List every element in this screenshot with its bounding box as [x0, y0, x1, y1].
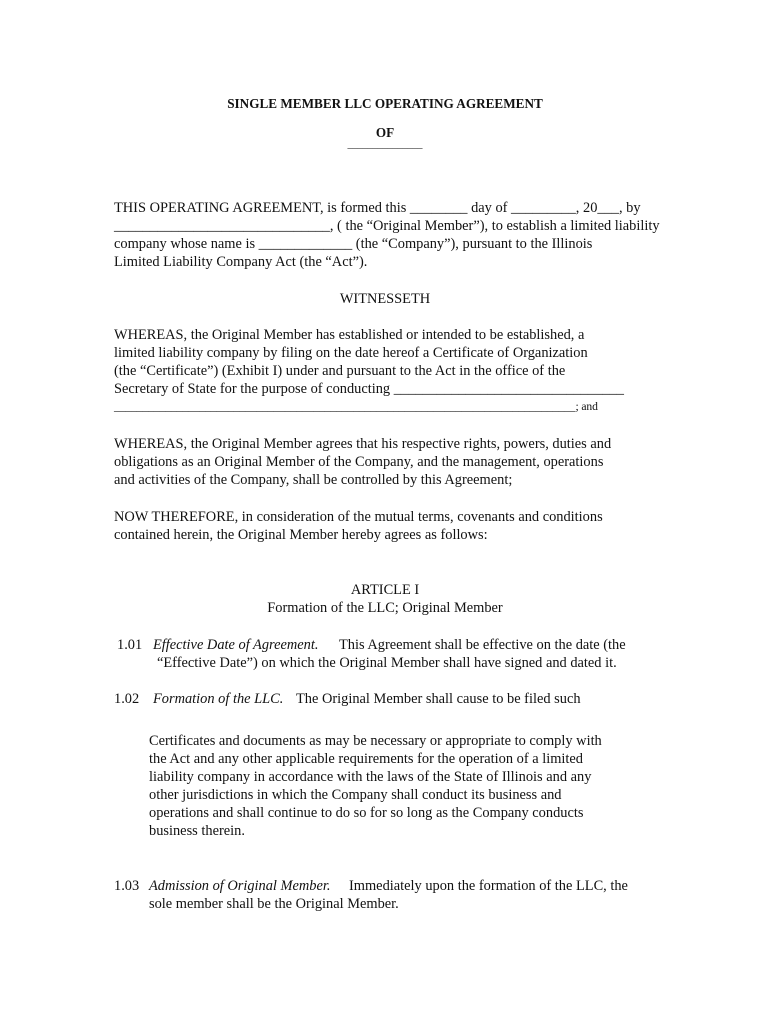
article-heading: ARTICLE I — [350, 582, 420, 598]
whereas-line: and activities of the Company, shall be controlled by this Agreement; — [114, 472, 513, 488]
whereas-line: obligations as an Original Member of the Company, and the management, operations — [114, 454, 604, 470]
intro-line: Limited Liability Company Act (the “Act”). — [114, 254, 368, 270]
whereas-line: Secretary of State for the purpose of conducting ________________________________ — [114, 381, 624, 397]
whereas-line: limited liability company by filing on the date hereof a Certificate of Organization — [114, 345, 588, 361]
section-number: 1.01 — [117, 637, 143, 653]
section-text: This Agreement shall be effective on the date (the — [339, 637, 626, 653]
document-title: SINGLE MEMBER LLC OPERATING AGREEMENT — [227, 96, 543, 111]
section-number: 1.03 — [114, 878, 140, 894]
intro-line: THIS OPERATING AGREEMENT, is formed this ________ day of _________, 20___, by — [114, 200, 641, 216]
section-text: “Effective Date”) on which the Original Member shall have signed and dated it. — [157, 655, 617, 671]
witnesseth-heading: WITNESSETH — [339, 291, 431, 307]
section-text: business therein. — [149, 823, 245, 839]
whereas-line: WHEREAS, the Original Member has established or intended to be established, a — [114, 327, 585, 343]
section-text: The Original Member shall cause to be filed such — [296, 691, 581, 707]
intro-line: ______________________________, ( the “Original Member”), to establish a limited liability — [114, 218, 660, 234]
purpose-blank-line: _________________________________________________________________________________; and — [114, 400, 598, 413]
section-text: other jurisdictions in which the Company shall conduct its business and — [149, 787, 562, 803]
section-heading: Admission of Original Member. — [149, 878, 331, 894]
section-text: liability company in accordance with the laws of the State of Illinois and any — [149, 769, 592, 785]
now-therefore-line: contained herein, the Original Member hereby agrees as follows: — [114, 527, 488, 543]
whereas-line: (the “Certificate”) (Exhibit I) under and pursuant to the Act in the office of the — [114, 363, 566, 379]
article-subheading: Formation of the LLC; Original Member — [267, 600, 503, 616]
document-of: OF — [375, 125, 395, 140]
whereas-line: WHEREAS, the Original Member agrees that his respective rights, powers, duties and — [114, 436, 612, 452]
company-name-blank: _______________ — [347, 139, 423, 150]
section-text: operations and shall continue to do so for so long as the Company conducts — [149, 805, 584, 821]
section-text: the Act and any other applicable requirements for the operation of a limited — [149, 751, 583, 767]
intro-line: company whose name is _____________ (the “Company”), pursuant to the Illinois — [114, 236, 593, 252]
now-therefore-line: NOW THEREFORE, in consideration of the mutual terms, covenants and conditions — [114, 509, 603, 525]
section-text: sole member shall be the Original Member. — [149, 896, 399, 912]
section-text: Immediately upon the formation of the LLC, the — [349, 878, 628, 894]
section-heading: Effective Date of Agreement. — [153, 637, 319, 653]
section-text: Certificates and documents as may be necessary or appropriate to comply with — [149, 733, 602, 749]
section-number: 1.02 — [114, 691, 140, 707]
section-heading: Formation of the LLC. — [153, 691, 284, 707]
